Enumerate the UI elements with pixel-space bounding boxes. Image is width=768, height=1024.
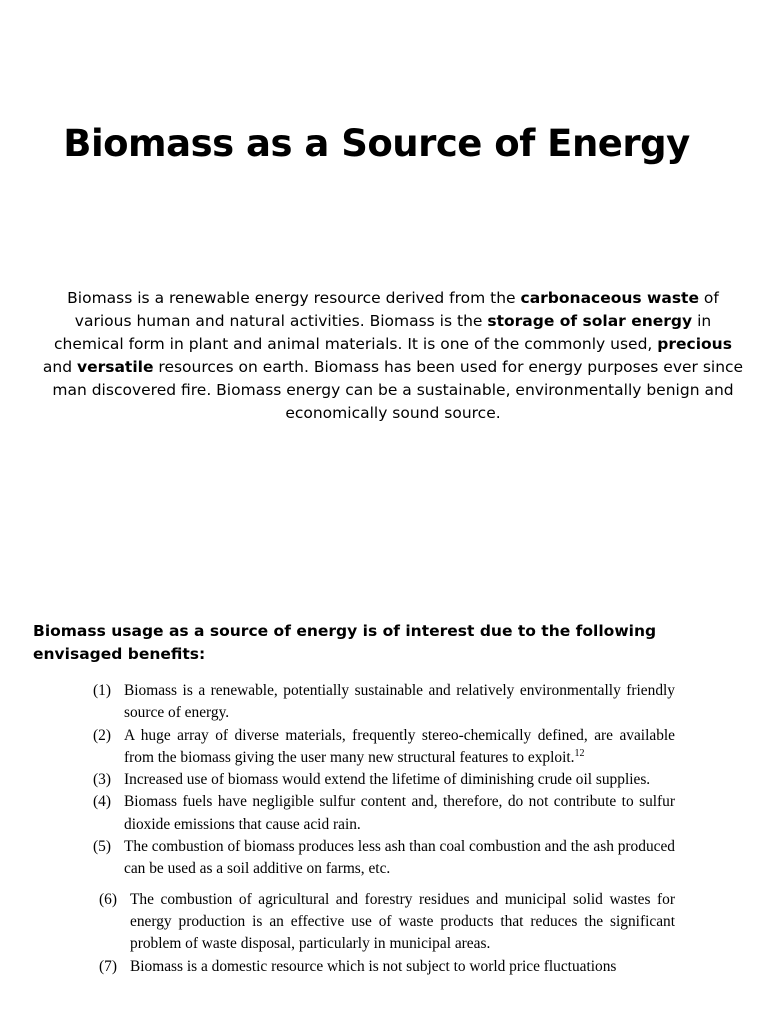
benefit-text: Biomass fuels have negligible sulfur content and, therefore, do not contribute to sulfur dioxide emissions that cause acid rain. [124, 793, 675, 833]
benefit-number: (4) [93, 793, 111, 811]
benefit-item [99, 956, 675, 978]
intro-emphasis: precious [657, 335, 732, 353]
benefit-number: (3) [93, 771, 111, 789]
benefit-number: (1) [93, 682, 111, 699]
benefit-text: A huge array of diverse materials, frequently stereo-chemically defined, are available from the biomass giving the user many new structural features to exploit. [124, 726, 675, 766]
intro-text: Biomass is a renewable energy resource derived from the [67, 289, 521, 307]
intro-text: resources on earth. Biomass has been used for energy purposes ever since man discovered fire. Biomass energy can be a sustainable, environmentally benign and economically sound source. [52, 358, 744, 422]
page-title: Biomass as a Source of Energy [63, 122, 690, 165]
benefit-item [93, 725, 675, 770]
benefit-item [93, 680, 675, 725]
benefit-citation: 12 [574, 747, 585, 759]
benefit-text: The combustion of biomass produces less ash than coal combustion and the ash produced can be used as a soil additive on farms, etc. [124, 838, 675, 878]
intro-emphasis: versatile [76, 358, 154, 376]
intro-emphasis: storage of solar energy [487, 312, 693, 330]
benefit-number: (7) [99, 957, 117, 975]
benefits-heading: Biomass usage as a source of energy is of interest due to the following envisaged benefits: [33, 622, 657, 663]
benefit-item [99, 889, 675, 956]
intro-text: and [42, 358, 77, 376]
benefit-text: Biomass is a domestic resource which is not subject to world price fluctuations [130, 957, 617, 975]
benefit-text: Biomass is a renewable, potentially sustainable and relatively environmentally friendly source of energy. [124, 682, 675, 722]
intro-paragraph [40, 287, 746, 425]
benefit-number: (2) [93, 726, 111, 744]
benefit-item [93, 769, 675, 791]
benefit-text: Increased use of biomass would extend the lifetime of diminishing crude oil supplies. [124, 771, 651, 789]
benefits-list [93, 680, 675, 978]
benefit-number: (6) [99, 890, 117, 908]
benefit-item [93, 791, 675, 836]
intro-text: in chemical form in plant and animal materials. It is one of the commonly used, [54, 312, 712, 353]
intro-emphasis: carbonaceous waste [520, 289, 699, 307]
benefit-number: (5) [93, 838, 111, 856]
benefit-item [93, 836, 675, 881]
benefit-text: The combustion of agricultural and forestry residues and municipal solid wastes for energy production is an effective use of waste products that reduces the significant problem of waste disposal, particularly in municipal areas. [130, 890, 675, 953]
intro-text: of various human and natural activities. Biomass is the [74, 289, 719, 330]
